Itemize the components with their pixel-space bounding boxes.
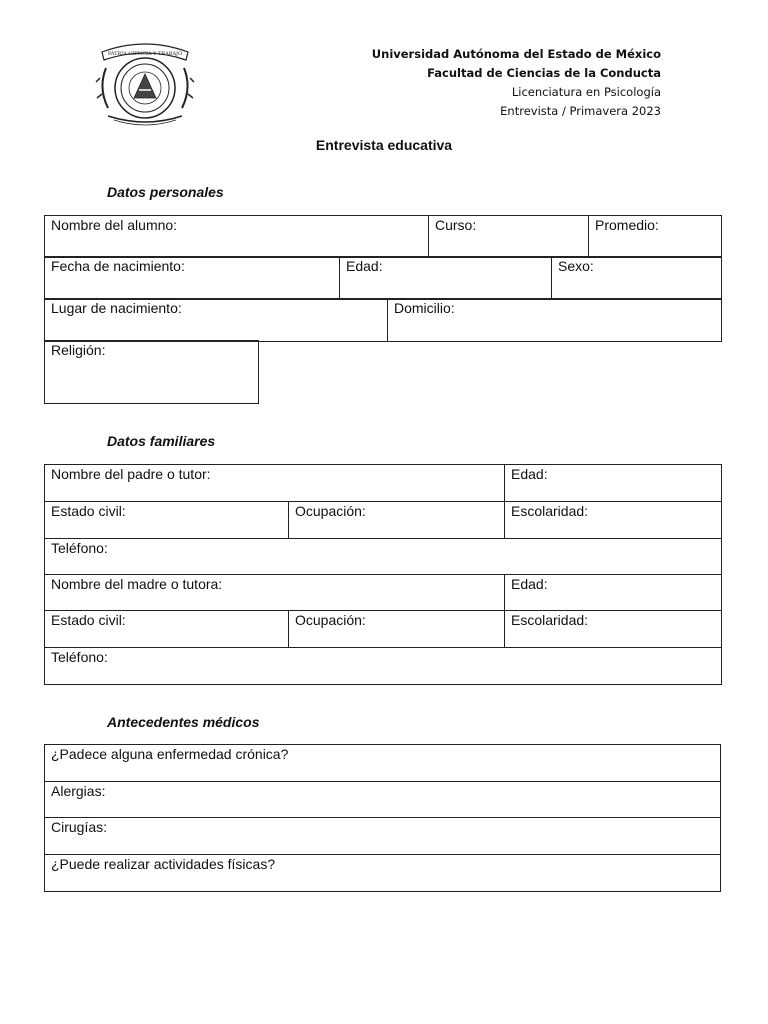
field-nombre-padre[interactable]: Nombre del padre o tutor: [45, 465, 505, 502]
period-label: Entrevista / Primavera 2023 [500, 104, 661, 118]
field-padre-ocupacion[interactable]: Ocupación: [289, 502, 505, 539]
field-madre-escolaridad[interactable]: Escolaridad: [505, 611, 722, 648]
faculty-name: Facultad de Ciencias de la Conducta [427, 66, 661, 80]
field-padre-edad[interactable]: Edad: [505, 465, 722, 502]
field-sexo[interactable]: Sexo: [552, 257, 722, 300]
personal-row-1 [44, 215, 722, 258]
personal-row-4 [44, 340, 259, 404]
personal-row-2 [44, 256, 722, 300]
field-lugar-nacimiento[interactable]: Lugar de nacimiento: [45, 299, 388, 342]
field-domicilio[interactable]: Domicilio: [388, 299, 722, 342]
field-madre-estado-civil[interactable]: Estado civil: [45, 611, 289, 648]
field-madre-telefono[interactable]: Teléfono: [45, 648, 722, 685]
personal-row-3 [44, 298, 722, 342]
document-title: Entrevista educativa [315, 137, 453, 153]
field-nombre-alumno[interactable]: Nombre del alumno: [45, 216, 429, 258]
field-cirugias[interactable]: Cirugías: [45, 818, 721, 855]
field-curso[interactable]: Curso: [429, 216, 589, 258]
section-title-personal: Datos personales [107, 184, 224, 200]
field-edad[interactable]: Edad: [340, 257, 552, 300]
university-seal-logo [94, 38, 196, 128]
field-madre-edad[interactable]: Edad: [505, 575, 722, 611]
field-alergias[interactable]: Alergias: [45, 782, 721, 818]
section-title-medical: Antecedentes médicos [107, 714, 260, 730]
university-name: Universidad Autónoma del Estado de México [371, 47, 661, 61]
medical-table [44, 744, 721, 892]
field-padre-estado-civil[interactable]: Estado civil: [45, 502, 289, 539]
field-religion[interactable]: Religión: [45, 341, 259, 404]
field-actividades-fisicas[interactable]: ¿Puede realizar actividades físicas? [45, 855, 721, 892]
seal-motto: PATRIA CIENCIA Y TRABAJO [107, 51, 183, 57]
field-padre-escolaridad[interactable]: Escolaridad: [505, 502, 722, 539]
institution-header [372, 45, 661, 121]
family-table [44, 464, 722, 685]
field-fecha-nacimiento[interactable]: Fecha de nacimiento: [45, 257, 340, 300]
section-title-family: Datos familiares [107, 433, 216, 449]
field-madre-ocupacion[interactable]: Ocupación: [289, 611, 505, 648]
field-promedio[interactable]: Promedio: [589, 216, 722, 258]
field-padre-telefono[interactable]: Teléfono: [45, 539, 722, 575]
program-name: Licenciatura en Psicología [511, 85, 661, 99]
field-enfermedad-cronica[interactable]: ¿Padece alguna enfermedad crónica? [45, 745, 721, 782]
field-nombre-madre[interactable]: Nombre del madre o tutora: [45, 575, 505, 611]
